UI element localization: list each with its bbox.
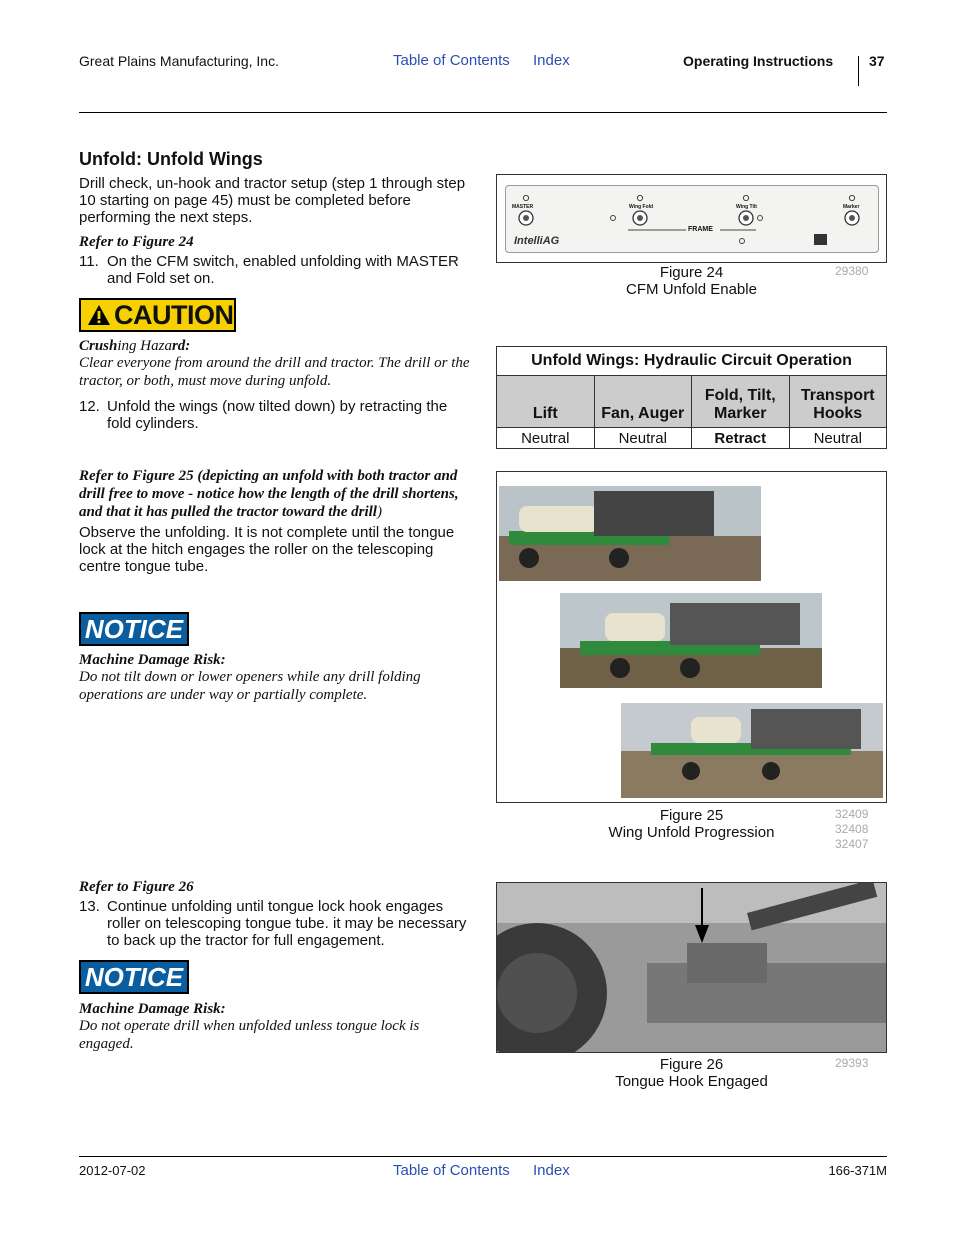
header-divider: [858, 56, 859, 86]
caution-hazard-part2: ing Haza: [117, 338, 172, 354]
wing-tilt-switch-icon: [739, 195, 753, 225]
tongue-hook-photo: [497, 883, 886, 1052]
cfm-panel: [505, 185, 879, 253]
header-toc-link[interactable]: Table of Contents: [393, 52, 510, 69]
intelliag-logo: IntelliAG: [514, 235, 560, 247]
intro-text: Drill check, un-hook and tractor setup (step 1 through step 10 starting on page 45) must be completed before performing the next steps.: [79, 175, 466, 226]
table-header-fold-tilt-marker: Fold, Tilt, Marker: [692, 376, 790, 428]
figure-26-id: 29393: [835, 1056, 869, 1070]
header-page-number: 37: [869, 53, 885, 69]
figure-25-title: Wing Unfold Progression: [608, 824, 775, 841]
figure-25-id-3: 32407: [835, 837, 869, 851]
notice-label-1: NOTICE: [79, 612, 189, 646]
caution-word: CAUTION: [114, 299, 234, 330]
observe-text: Observe the unfolding. It is not complete until the tongue lock at the hitch engages the roller on the telescoping centre tongue tube.: [79, 524, 455, 575]
refer-figure-25-text: Refer to Figure 25 (depicting an unfold with both tractor and drill free to move - notice how the length of the drill shortens, and that it has pulled the tractor toward the drill: [79, 468, 459, 520]
step-12: [79, 398, 471, 432]
header-company: Great Plains Manufacturing, Inc.: [79, 53, 279, 69]
refer-figure-25-close: ): [376, 504, 382, 520]
logo-badge-icon: [814, 234, 827, 245]
step-11: [79, 253, 471, 287]
caution-hazard: [79, 337, 190, 355]
figure-25-ids: [835, 807, 868, 852]
figure-26-title: Tongue Hook Engaged: [615, 1073, 768, 1090]
cfm-panel-graphic: [506, 186, 878, 252]
page-title: Unfold: Unfold Wings: [79, 149, 263, 169]
drill-photo-2: [560, 593, 822, 688]
step-11-text: On the CFM switch, enabled unfolding with MASTER and Fold set on.: [107, 253, 459, 287]
figure-26-box: [496, 882, 887, 1053]
label-wing-fold: Wing Fold: [629, 204, 654, 210]
drill-photo-1: [499, 486, 761, 581]
notice-2-text: Do not operate drill when unfolded unless tongue lock is engaged.: [79, 1018, 420, 1052]
figure-24-number: Figure 24: [659, 264, 724, 281]
indicator-led-3: [740, 239, 745, 244]
hydraulic-circuit-table: [496, 346, 887, 449]
refer-figure-25: [79, 467, 471, 521]
label-marker: Marker: [843, 204, 860, 210]
indicator-led-1: [611, 216, 616, 221]
step-13-number: 13.: [79, 898, 100, 915]
notice-1-risk: Machine Damage Risk:: [79, 652, 226, 668]
table-title: Unfold Wings: Hydraulic Circuit Operation: [497, 347, 887, 376]
caution-text: Clear everyone from around the drill and tractor. The drill or the tractor, or both, must move during unfold.: [79, 355, 470, 389]
warning-triangle-icon: [87, 304, 111, 326]
footer-doc-number: 166-371M: [828, 1163, 887, 1178]
step-11-number: 11.: [79, 253, 99, 270]
label-frame: FRAME: [688, 226, 713, 233]
footer-toc-link[interactable]: Table of Contents: [393, 1162, 510, 1179]
footer-index-link[interactable]: Index: [533, 1162, 570, 1179]
table-header-transport-hooks: Transport Hooks: [789, 376, 887, 428]
figure-24-box: [496, 174, 887, 263]
notice-label-2: NOTICE: [79, 960, 189, 994]
master-switch-icon: [519, 195, 533, 225]
drill-photo-3: [621, 703, 883, 798]
step-12-number: 12.: [79, 398, 100, 415]
table-cell-fold-tilt-marker: Retract: [692, 428, 790, 449]
table-header-fan-auger: Fan, Auger: [594, 376, 692, 428]
label-wing-tilt: Wing Tilt: [736, 204, 757, 210]
figure-25-id-2: 32408: [835, 822, 869, 836]
notice-1-text: Do not tilt down or lower openers while any drill folding operations are under way or partially complete.: [79, 669, 421, 703]
figure-25-number: Figure 25: [659, 807, 724, 824]
figure-26-caption: [496, 1056, 887, 1090]
caution-hazard-part3: rd:: [171, 338, 191, 354]
header-index-link[interactable]: Index: [533, 52, 570, 69]
figure-24-title: CFM Unfold Enable: [626, 281, 757, 298]
step-12-text: Unfold the wings (now tilted down) by retracting the fold cylinders.: [107, 398, 448, 432]
wing-fold-switch-icon: [633, 195, 647, 225]
caution-label: [79, 298, 236, 332]
table-cell-transport-hooks: Neutral: [789, 428, 887, 449]
caution-hazard-part1: Crush: [79, 338, 118, 354]
figure-25-box: [496, 471, 887, 803]
figure-25-caption: [496, 807, 887, 841]
step-13: [79, 898, 479, 949]
refer-figure-26: Refer to Figure 26: [79, 879, 194, 895]
step-13-text: Continue unfolding until tongue lock hook engages roller on telescoping tongue tube. it may be necessary to back up the tractor for full engagement.: [107, 898, 467, 949]
refer-figure-24: Refer to Figure 24: [79, 234, 194, 250]
label-master: MASTER: [512, 204, 534, 210]
figure-24-id: 29380: [835, 264, 869, 278]
header-section: Operating Instructions: [683, 53, 834, 69]
figure-24-caption: [496, 264, 887, 298]
figure-26-number: Figure 26: [659, 1056, 724, 1073]
notice-2-risk: Machine Damage Risk:: [79, 1001, 226, 1017]
table-cell-fan-auger: Neutral: [594, 428, 692, 449]
figure-25-id-1: 32409: [835, 807, 869, 821]
marker-switch-icon: [845, 195, 859, 225]
header-rule: [79, 112, 887, 113]
indicator-led-2: [758, 216, 763, 221]
table-cell-lift: Neutral: [497, 428, 595, 449]
footer-date: 2012-07-02: [79, 1163, 146, 1178]
footer-rule: [79, 1156, 887, 1157]
table-header-lift: Lift: [497, 376, 595, 428]
